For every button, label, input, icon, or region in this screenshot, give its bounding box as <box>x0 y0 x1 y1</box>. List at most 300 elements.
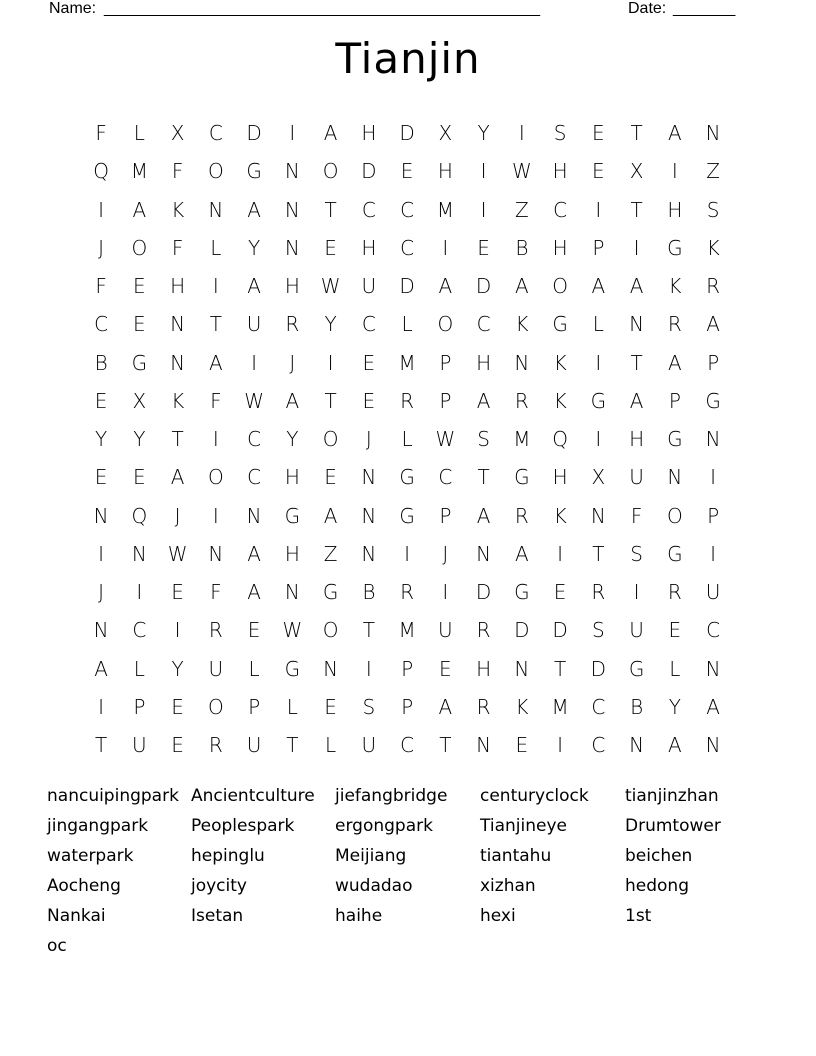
grid-letter[interactable]: M <box>398 350 416 375</box>
grid-letter[interactable]: N <box>170 312 186 337</box>
grid-letter[interactable]: H <box>284 541 300 566</box>
date-field[interactable]: _______ <box>673 0 736 17</box>
word-list-item: hepinglu <box>191 846 265 866</box>
grid-letter[interactable]: N <box>93 503 109 528</box>
grid-letter[interactable]: N <box>361 465 377 490</box>
word-list-item: waterpark <box>47 846 134 866</box>
grid-letter[interactable]: A <box>209 350 223 375</box>
grid-letter[interactable]: E <box>171 733 184 758</box>
grid-letter[interactable]: O <box>208 465 224 490</box>
grid-letter[interactable]: P <box>668 388 681 413</box>
grid-letter[interactable]: N <box>208 197 224 222</box>
grid-letter[interactable]: D <box>361 159 377 184</box>
grid-letter[interactable]: C <box>591 733 606 758</box>
grid-letter[interactable]: O <box>322 159 339 184</box>
grid-letter[interactable]: A <box>247 541 261 566</box>
grid-letter[interactable]: P <box>592 235 605 260</box>
grid-letter[interactable]: M <box>436 197 454 222</box>
grid-letter[interactable]: I <box>289 121 296 146</box>
grid-letter[interactable]: N <box>514 656 530 681</box>
grid-letter[interactable]: F <box>210 580 222 605</box>
grid-letter[interactable]: I <box>442 235 449 260</box>
grid-letter[interactable]: H <box>284 465 300 490</box>
grid-letter[interactable]: R <box>400 388 415 413</box>
grid-letter[interactable]: N <box>705 427 721 452</box>
grid-letter[interactable]: B <box>515 235 529 260</box>
grid-letter[interactable]: S <box>553 121 567 146</box>
grid-letter[interactable]: U <box>208 656 224 681</box>
grid-letter[interactable]: H <box>552 235 568 260</box>
grid-letter[interactable]: U <box>132 733 147 758</box>
grid-letter[interactable]: I <box>595 197 602 222</box>
grid-letter[interactable]: W <box>511 159 532 184</box>
grid-letter[interactable]: F <box>210 388 222 413</box>
grid-letter[interactable]: F <box>171 159 184 184</box>
grid-letter[interactable]: I <box>595 350 602 375</box>
grid-letter[interactable]: G <box>284 656 301 681</box>
grid-letter[interactable]: I <box>98 541 105 566</box>
grid-letter[interactable]: Y <box>95 427 108 452</box>
grid-letter[interactable]: L <box>401 312 413 337</box>
grid-letter[interactable]: R <box>706 274 721 299</box>
grid-letter[interactable]: T <box>554 656 567 681</box>
grid-letter[interactable]: R <box>476 618 491 643</box>
grid-letter[interactable]: I <box>480 197 487 222</box>
grid-letter[interactable]: E <box>94 465 108 490</box>
grid-letter[interactable]: H <box>170 274 186 299</box>
grid-letter[interactable]: W <box>282 618 303 643</box>
grid-letter[interactable]: T <box>286 733 299 758</box>
grid-letter[interactable]: R <box>476 694 491 719</box>
grid-letter[interactable]: U <box>361 733 377 758</box>
grid-letter[interactable]: D <box>399 121 415 146</box>
grid-letter[interactable]: H <box>552 159 568 184</box>
grid-letter[interactable]: A <box>668 350 682 375</box>
grid-letter[interactable]: L <box>286 694 298 719</box>
grid-letter[interactable]: Z <box>323 541 338 566</box>
grid-letter[interactable]: L <box>325 733 337 758</box>
grid-letter[interactable]: G <box>552 312 568 337</box>
grid-letter[interactable]: N <box>323 656 339 681</box>
grid-letter[interactable]: L <box>401 427 413 452</box>
grid-letter[interactable]: Z <box>706 159 720 184</box>
grid-letter[interactable]: R <box>591 580 606 605</box>
grid-letter[interactable]: P <box>439 503 452 528</box>
grid-letter[interactable]: T <box>592 541 605 566</box>
grid-letter[interactable]: A <box>515 541 529 566</box>
grid-letter[interactable]: G <box>514 580 530 605</box>
grid-letter[interactable]: U <box>361 274 377 299</box>
grid-letter[interactable]: Y <box>133 427 146 452</box>
grid-letter[interactable]: L <box>210 235 222 260</box>
grid-letter[interactable]: C <box>247 465 262 490</box>
grid-letter[interactable]: O <box>322 427 339 452</box>
grid-letter[interactable]: I <box>595 427 602 452</box>
grid-letter[interactable]: I <box>557 733 564 758</box>
grid-letter[interactable]: G <box>705 388 721 413</box>
grid-letter[interactable]: P <box>248 694 261 719</box>
grid-letter[interactable]: G <box>131 350 148 375</box>
grid-letter[interactable]: H <box>476 656 492 681</box>
grid-letter[interactable]: E <box>133 312 146 337</box>
grid-letter[interactable]: O <box>667 503 683 528</box>
grid-letter[interactable]: H <box>552 465 568 490</box>
grid-letter[interactable]: T <box>630 350 643 375</box>
grid-letter[interactable]: N <box>361 503 377 528</box>
grid-letter[interactable]: L <box>133 121 145 146</box>
grid-letter[interactable]: N <box>705 656 721 681</box>
grid-letter[interactable]: N <box>246 503 262 528</box>
grid-letter[interactable]: F <box>95 274 107 299</box>
grid-letter[interactable]: N <box>284 580 300 605</box>
grid-letter[interactable]: L <box>248 656 260 681</box>
grid-letter[interactable]: T <box>324 388 337 413</box>
grid-letter[interactable]: A <box>247 197 261 222</box>
grid-letter[interactable]: U <box>246 312 262 337</box>
grid-letter[interactable]: M <box>398 618 416 643</box>
grid-letter[interactable]: I <box>710 541 717 566</box>
grid-letter[interactable]: I <box>98 694 105 719</box>
grid-letter[interactable]: Q <box>552 427 568 452</box>
grid-letter[interactable]: I <box>136 580 143 605</box>
grid-letter[interactable]: K <box>553 388 567 413</box>
grid-letter[interactable]: I <box>633 580 640 605</box>
grid-letter[interactable]: R <box>667 580 682 605</box>
grid-letter[interactable]: K <box>171 197 185 222</box>
grid-letter[interactable]: L <box>592 312 604 337</box>
grid-letter[interactable]: A <box>247 580 261 605</box>
grid-letter[interactable]: Z <box>515 197 529 222</box>
grid-letter[interactable]: M <box>130 159 148 184</box>
grid-letter[interactable]: I <box>518 121 525 146</box>
grid-letter[interactable]: E <box>171 694 184 719</box>
grid-letter[interactable]: F <box>95 121 107 146</box>
grid-letter[interactable]: N <box>208 541 224 566</box>
grid-letter[interactable]: E <box>362 388 376 413</box>
grid-letter[interactable]: U <box>705 580 721 605</box>
grid-letter[interactable]: R <box>514 503 529 528</box>
grid-letter[interactable]: C <box>400 235 415 260</box>
grid-letter[interactable]: E <box>324 465 337 490</box>
grid-letter[interactable]: Q <box>131 503 148 528</box>
grid-letter[interactable]: C <box>553 197 568 222</box>
grid-letter[interactable]: A <box>285 388 300 413</box>
grid-letter[interactable]: E <box>515 733 529 758</box>
grid-letter[interactable]: G <box>667 427 683 452</box>
grid-letter[interactable]: N <box>93 618 109 643</box>
grid-letter[interactable]: R <box>208 618 223 643</box>
name-field[interactable]: _________________________________________________ <box>104 0 541 17</box>
grid-letter[interactable]: G <box>667 235 683 260</box>
grid-letter[interactable]: D <box>246 121 262 146</box>
word-list-item: Nankai <box>47 906 106 926</box>
grid-letter[interactable]: G <box>399 503 415 528</box>
grid-letter[interactable]: E <box>668 618 682 643</box>
word-list-item: centuryclock <box>480 786 589 806</box>
grid-letter[interactable]: H <box>667 197 683 222</box>
grid-letter[interactable]: N <box>284 235 300 260</box>
grid-letter[interactable]: T <box>209 312 222 337</box>
grid-letter[interactable]: N <box>170 350 186 375</box>
grid-letter[interactable]: D <box>590 656 607 681</box>
grid-letter[interactable]: X <box>132 388 147 413</box>
grid-letter[interactable]: I <box>633 235 640 260</box>
grid-letter[interactable]: N <box>131 541 147 566</box>
grid-letter[interactable]: C <box>438 465 453 490</box>
grid-letter[interactable]: E <box>324 694 337 719</box>
grid-letter[interactable]: G <box>322 580 339 605</box>
grid-letter[interactable]: J <box>365 427 372 452</box>
grid-letter[interactable]: E <box>247 618 261 643</box>
grid-letter[interactable]: T <box>362 618 375 643</box>
grid-letter[interactable]: N <box>629 312 645 337</box>
grid-letter[interactable]: N <box>476 733 492 758</box>
grid-letter[interactable]: A <box>438 274 453 299</box>
grid-letter[interactable]: K <box>706 235 720 260</box>
grid-letter[interactable]: C <box>476 312 491 337</box>
grid-letter[interactable]: I <box>212 427 219 452</box>
grid-letter[interactable]: K <box>171 388 185 413</box>
grid-letter[interactable]: J <box>442 541 449 566</box>
grid-letter[interactable]: N <box>284 159 300 184</box>
grid-letter[interactable]: S <box>362 694 376 719</box>
grid-letter[interactable]: I <box>327 350 334 375</box>
grid-letter[interactable]: N <box>705 733 721 758</box>
grid-letter[interactable]: K <box>553 350 567 375</box>
grid-letter[interactable]: I <box>671 159 678 184</box>
grid-letter[interactable]: T <box>630 121 643 146</box>
grid-letter[interactable]: E <box>171 580 184 605</box>
grid-letter[interactable]: C <box>361 197 376 222</box>
grid-letter[interactable]: R <box>400 580 415 605</box>
grid-letter[interactable]: U <box>629 465 644 490</box>
grid-letter[interactable]: S <box>477 427 490 452</box>
grid-letter[interactable]: G <box>590 388 607 413</box>
grid-letter[interactable]: I <box>404 541 411 566</box>
grid-letter[interactable]: A <box>323 503 338 528</box>
grid-letter[interactable]: T <box>439 733 452 758</box>
grid-letter[interactable]: T <box>171 427 184 452</box>
grid-letter[interactable]: L <box>669 656 681 681</box>
grid-letter[interactable]: E <box>477 235 490 260</box>
grid-letter[interactable]: E <box>324 235 337 260</box>
grid-letter[interactable]: B <box>94 350 108 375</box>
grid-letter[interactable]: H <box>361 121 377 146</box>
grid-letter[interactable]: W <box>244 388 265 413</box>
grid-letter[interactable]: N <box>361 541 377 566</box>
grid-letter[interactable]: U <box>629 618 644 643</box>
word-list-item: beichen <box>625 846 693 866</box>
word-list-item: hexi <box>480 906 516 926</box>
grid-letter[interactable]: M <box>551 694 569 719</box>
grid-letter[interactable]: P <box>707 350 720 375</box>
grid-letter[interactable]: J <box>98 235 105 260</box>
grid-letter[interactable]: W <box>167 541 188 566</box>
grid-letter[interactable]: D <box>475 274 492 299</box>
grid-letter[interactable]: A <box>629 388 644 413</box>
grid-letter[interactable]: E <box>553 580 567 605</box>
grid-letter[interactable]: G <box>667 541 683 566</box>
grid-letter[interactable]: N <box>590 503 606 528</box>
grid-letter[interactable]: E <box>592 121 605 146</box>
grid-letter[interactable]: I <box>710 465 717 490</box>
grid-letter[interactable]: A <box>132 197 147 222</box>
grid-letter[interactable]: O <box>552 274 568 299</box>
grid-letter[interactable]: O <box>322 618 339 643</box>
grid-letter[interactable]: O <box>208 694 224 719</box>
grid-letter[interactable]: Y <box>171 656 184 681</box>
grid-letter[interactable]: P <box>401 694 414 719</box>
grid-letter[interactable]: E <box>362 350 376 375</box>
grid-letter[interactable]: G <box>399 465 415 490</box>
grid-letter[interactable]: C <box>208 121 223 146</box>
grid-letter[interactable]: J <box>289 350 296 375</box>
grid-letter[interactable]: A <box>668 121 682 146</box>
grid-letter[interactable]: Y <box>248 235 261 260</box>
grid-letter[interactable]: I <box>212 503 219 528</box>
grid-letter[interactable]: E <box>94 388 108 413</box>
grid-letter[interactable]: K <box>515 312 529 337</box>
grid-letter[interactable]: S <box>706 197 720 222</box>
grid-letter[interactable]: P <box>439 388 452 413</box>
grid-letter[interactable]: X <box>438 121 453 146</box>
grid-letter[interactable]: K <box>668 274 682 299</box>
grid-letter[interactable]: U <box>246 733 262 758</box>
grid-letter[interactable]: R <box>667 312 682 337</box>
grid-letter[interactable]: C <box>400 197 415 222</box>
grid-letter[interactable]: K <box>515 694 529 719</box>
grid-letter[interactable]: I <box>557 541 564 566</box>
grid-letter[interactable]: W <box>435 427 456 452</box>
grid-letter[interactable]: D <box>399 274 415 299</box>
word-list-item: ergongpark <box>335 816 433 836</box>
grid-letter[interactable]: W <box>320 274 341 299</box>
grid-letter[interactable]: X <box>629 159 644 184</box>
grid-letter[interactable]: I <box>480 159 487 184</box>
grid-letter[interactable]: N <box>705 121 721 146</box>
grid-letter[interactable]: E <box>133 274 146 299</box>
grid-letter[interactable]: Y <box>668 694 681 719</box>
grid-letter[interactable]: Q <box>93 159 109 184</box>
grid-letter[interactable]: T <box>477 465 490 490</box>
grid-letter[interactable]: G <box>284 503 301 528</box>
grid-letter[interactable]: H <box>629 427 645 452</box>
grid-letter[interactable]: I <box>251 350 258 375</box>
grid-letter[interactable]: A <box>591 274 606 299</box>
grid-letter[interactable]: G <box>514 465 530 490</box>
grid-letter[interactable]: C <box>400 733 415 758</box>
grid-letter[interactable]: C <box>591 694 606 719</box>
grid-letter[interactable]: N <box>514 350 530 375</box>
grid-letter[interactable]: F <box>630 503 643 528</box>
grid-letter[interactable]: N <box>476 541 492 566</box>
grid-letter[interactable]: I <box>442 580 449 605</box>
grid-letter[interactable]: B <box>362 580 376 605</box>
grid-letter[interactable]: X <box>170 121 185 146</box>
grid-letter[interactable]: A <box>515 274 529 299</box>
grid-letter[interactable]: I <box>174 618 181 643</box>
grid-letter[interactable]: E <box>133 465 146 490</box>
grid-letter[interactable]: U <box>438 618 453 643</box>
grid-letter[interactable]: T <box>324 197 337 222</box>
grid-letter[interactable]: A <box>476 388 491 413</box>
grid-letter[interactable]: D <box>514 618 530 643</box>
grid-letter[interactable]: A <box>629 274 644 299</box>
grid-letter[interactable]: J <box>174 503 181 528</box>
grid-letter[interactable]: R <box>514 388 529 413</box>
grid-letter[interactable]: F <box>171 235 184 260</box>
grid-letter[interactable]: E <box>400 159 414 184</box>
grid-letter[interactable]: H <box>476 350 492 375</box>
grid-letter[interactable]: D <box>475 580 492 605</box>
grid-letter[interactable]: S <box>592 618 605 643</box>
grid-letter[interactable]: A <box>706 312 720 337</box>
grid-letter[interactable]: K <box>553 503 567 528</box>
grid-letter[interactable]: C <box>706 618 721 643</box>
grid-letter[interactable]: A <box>323 121 338 146</box>
grid-letter[interactable]: Y <box>324 312 337 337</box>
grid-letter[interactable]: A <box>668 733 682 758</box>
grid-letter[interactable]: J <box>98 580 105 605</box>
grid-letter[interactable]: C <box>247 427 262 452</box>
grid-letter[interactable]: A <box>706 694 720 719</box>
grid-letter[interactable]: A <box>170 465 185 490</box>
grid-letter[interactable]: A <box>94 656 108 681</box>
grid-letter[interactable]: B <box>630 694 644 719</box>
grid-letter[interactable]: H <box>284 274 300 299</box>
grid-letter[interactable]: O <box>437 312 454 337</box>
grid-letter[interactable]: X <box>591 465 606 490</box>
grid-letter[interactable]: P <box>133 694 146 719</box>
grid-letter[interactable]: O <box>208 159 224 184</box>
grid-letter[interactable]: T <box>95 733 108 758</box>
grid-letter[interactable]: S <box>630 541 643 566</box>
grid-letter[interactable]: E <box>439 656 452 681</box>
grid-letter[interactable]: I <box>212 274 219 299</box>
grid-letter[interactable]: O <box>131 235 148 260</box>
grid-letter[interactable]: P <box>401 656 414 681</box>
grid-letter[interactable]: D <box>552 618 568 643</box>
grid-letter[interactable]: E <box>592 159 605 184</box>
grid-letter[interactable]: I <box>365 656 372 681</box>
grid-letter[interactable]: M <box>513 427 531 452</box>
word-list-item: Peoplespark <box>191 816 295 836</box>
grid-letter[interactable]: C <box>361 312 376 337</box>
grid-letter[interactable]: I <box>98 197 105 222</box>
grid-letter[interactable]: H <box>437 159 453 184</box>
grid-letter[interactable]: R <box>208 733 223 758</box>
grid-letter[interactable]: C <box>94 312 109 337</box>
grid-letter[interactable]: G <box>628 656 645 681</box>
grid-letter[interactable]: N <box>629 733 645 758</box>
grid-letter[interactable]: G <box>246 159 262 184</box>
grid-letter[interactable]: P <box>439 350 452 375</box>
word-list-item: hedong <box>625 876 689 896</box>
grid-letter[interactable]: A <box>476 503 491 528</box>
grid-letter[interactable]: R <box>285 312 300 337</box>
grid-letter[interactable]: A <box>438 694 453 719</box>
grid-letter[interactable]: N <box>284 197 300 222</box>
grid-letter[interactable]: Y <box>477 121 490 146</box>
grid-letter[interactable]: Y <box>286 427 299 452</box>
grid-letter[interactable]: T <box>630 197 643 222</box>
grid-letter[interactable]: C <box>132 618 147 643</box>
grid-letter[interactable]: H <box>361 235 377 260</box>
grid-letter[interactable]: N <box>667 465 683 490</box>
grid-letter[interactable]: L <box>133 656 145 681</box>
grid-letter[interactable]: A <box>247 274 261 299</box>
grid-letter[interactable]: P <box>707 503 720 528</box>
